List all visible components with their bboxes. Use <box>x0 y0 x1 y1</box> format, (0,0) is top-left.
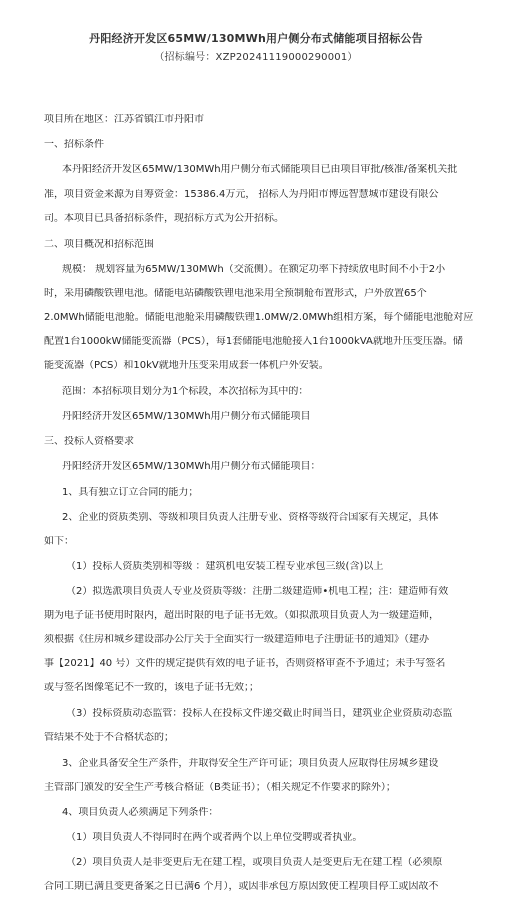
section-2-heading: 二、项目概况和招标范围 <box>44 239 154 250</box>
section-3-text: 合同工期已满且变更备案之日已满6 个月），或因非承包方原因致使工程项目停工或因故不 <box>44 881 439 892</box>
section-3-text: （2）拟选派项目负责人专业及资质等级：注册二级建造师•机电工程；注：建造师有效 <box>66 586 449 597</box>
section-3-text: 须根据《住房和城乡建设部办公厅关于全面实行一级建造师电子注册证书的通知》（建办 <box>44 634 429 645</box>
section-3-text: （3）投标资质动态监管：投标人在投标文件递交截止时间当日，建筑业企业资质动态监 <box>66 708 453 719</box>
section-3-text: 或与签名图像笔记不一致的，该电子证书无效；； <box>44 682 259 693</box>
section-3-text: 2、企业的资质类别、等级和项目负责人注册专业、资格等级符合国家有关规定，具体 <box>62 512 439 523</box>
section-3-text: 主管部门颁发的安全生产考核合格证（B类证书）；（相关规定不作要求的除外）； <box>44 782 396 793</box>
section-3-heading: 三、投标人资格要求 <box>44 436 134 447</box>
section-1-text: 司。本项目已具备招标条件，现招标方式为公开招标。 <box>44 213 284 224</box>
section-2-text: 2.0MWh储能电池舱。储能电池舱采用磷酸铁锂1.0MW/2.0MWh组相方案，每个储能电池舱对应 <box>44 312 474 323</box>
section-3-text: （1）投标人资质类别和等级 ：建筑机电安装工程专业承包三级(含)以上 <box>66 561 384 572</box>
section-3-text: 管结果不处于不合格状态的； <box>44 732 174 743</box>
section-3-text: 期为电子证书使用时限内，超出时限的电子证书无效。（如拟派项目负责人为一级建造师， <box>44 610 439 621</box>
section-2-lot: 丹阳经济开发区65MW/130MWh用户侧分布式储能项目 <box>62 411 311 422</box>
section-1-text: 本丹阳经济开发区65MW/130MWh用户侧分布式储能项目已由项目审批/核准/备案机关批 <box>62 164 458 175</box>
bid-number: （招标编号：XZP20241119000290001） <box>154 52 358 63</box>
section-2-scope: 范围：本招标项目划分为1个标段，本次招标为其中的： <box>62 386 309 397</box>
section-1-heading: 一、招标条件 <box>44 139 104 150</box>
section-3-text: 1、具有独立订立合同的能力； <box>62 487 199 498</box>
project-location: 项目所在地区：江苏省镇江市丹阳市 <box>44 114 204 125</box>
section-3-text: 如下： <box>44 536 74 547</box>
section-3-text: （1）项目负责人不得同时在两个或者两个以上单位受聘或者执业。 <box>66 832 363 843</box>
notice-title: 丹阳经济开发区65MW/130MWh用户侧分布式储能项目招标公告 <box>89 32 423 45</box>
section-3-text: 丹阳经济开发区65MW/130MWh用户侧分布式储能项目： <box>62 461 321 472</box>
section-2-text: 配置1台1000kW储能变流器（PCS），每1套储能电池舱接入1台1000kVA就地升压变压器。储 <box>44 336 463 347</box>
section-1-text: 准，项目资金来源为自筹资金：15386.4万元， 招标人为丹阳市博远智慧城市建设有限公 <box>44 189 439 200</box>
section-3-text: （2）项目负责人是非变更后无在建工程，或项目负责人是变更后无在建工程（必须原 <box>66 857 443 868</box>
section-3-text: 3、企业具备安全生产条件，并取得安全生产许可证；项目负责人应取得住房城乡建设 <box>62 758 439 769</box>
section-2-text: 时，采用磷酸铁锂电池。储能电站磷酸铁锂电池采用全预制舱布置形式，户外放置65个 <box>44 288 427 299</box>
section-3-text: 事【2021】40 号）文件的规定提供有效的电子证书，否则资格审查不予通过；未手写签名 <box>44 658 446 669</box>
section-2-text: 能变流器（PCS）和10kV就地升压变采用成套一体机户外安装。 <box>44 360 329 371</box>
section-3-text: 4、项目负责人必须满足下列条件： <box>62 807 219 818</box>
section-2-text: 规模： 规划容量为65MW/130MWh（交流侧）。在额定功率下持续放电时间不小于2小 <box>62 264 446 275</box>
